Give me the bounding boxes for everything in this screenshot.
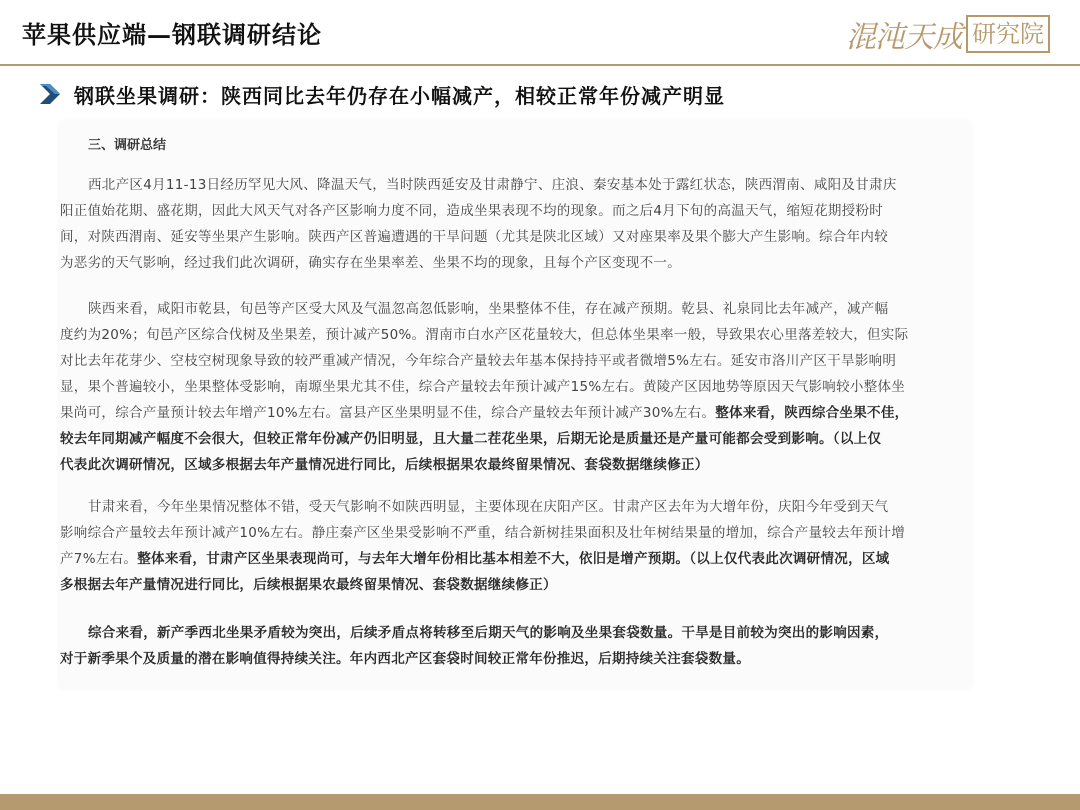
text-line: 为恶劣的天气影响，经过我们此次调研，确实存在坐果率差、坐果不均的现象，且每个产区变现不一。: [60, 255, 681, 271]
paragraph-3: [60, 494, 970, 598]
text-line: 影响综合产量较去年预计减产10%左右。静庄秦产区坐果受影响不严重，结合新树挂果面积及壮年树结果量的增加，综合产量较去年预计增: [60, 525, 906, 541]
text-line: 间，对陕西渭南、延安等坐果产生影响。陕西产区普遍遭遇的干旱问题（尤其是陕北区域）又对座果率及果个膨大产生影响。综合年内较: [60, 229, 888, 245]
doc-heading: 三、调研总结: [88, 138, 167, 153]
brand-logo: [846, 14, 1050, 54]
paragraph-4: [60, 620, 970, 672]
text-segment: 产7%左右。: [60, 551, 138, 567]
bold-line: 代表此次调研情况，区域多根据去年产量情况进行同比，后续根据果农最终留果情况、套袋数据继续修正）: [60, 457, 709, 473]
subtitle-row: [38, 80, 725, 108]
text-line: 对比去年花芽少、空枝空树现象导致的较严重减产情况，今年综合产量较去年基本保持持平或者微增5%左右。延安市洛川产区干旱影响明: [60, 353, 897, 369]
text-line: 显，果个普遍较小，坐果整体受影响，南塬坐果尤其不佳，综合产量较去年预计减产15%左右。黄陵产区因地势等原因天气影响较小整体坐: [60, 379, 906, 395]
text-line: [60, 546, 970, 572]
footer-bar: [0, 794, 1080, 810]
chevron-right-icon: [38, 82, 64, 106]
bold-line: 综合来看，新产季西北坐果矛盾较为突出，后续矛盾点将转移至后期天气的影响及坐果套袋数量。干旱是目前较为突出的影响因素，: [88, 625, 889, 641]
header-rule: [0, 64, 1080, 66]
bold-line: 多根据去年产量情况进行同比，后续根据果农最终留果情况、套袋数据继续修正）: [60, 577, 557, 593]
header: [0, 0, 1080, 64]
page-title: 苹果供应端—钢联调研结论: [22, 20, 322, 49]
text-line: 阳正值始花期、盛花期，因此大风天气对各产区影响力度不同，造成坐果表现不均的现象。而之后4月下旬的高温天气，缩短花期授粉时: [60, 203, 884, 219]
slide-subtitle: 钢联坐果调研：陕西同比去年仍存在小幅减产，相较正常年份减产明显: [74, 83, 725, 108]
bold-segment: 整体来看，陕西综合坐果不佳，: [715, 405, 909, 421]
text-line: 度约为20%；旬邑产区综合伐树及坐果差，预计减产50%。渭南市白水产区花量较大，但总体坐果率一般，导致果农心里落差较大，但实际: [60, 327, 909, 343]
paragraph-2: [60, 296, 970, 478]
paragraph-1: [60, 172, 970, 276]
bold-line: 较去年同期减产幅度不会很大，但较正常年份减产仍旧明显，且大量二茬花坐果，后期无论是质量还是产量可能都会受到影响。（以上仅: [60, 431, 882, 447]
text-line: 西北产区4月11-13日经历罕见大风、降温天气，当时陕西延安及甘肃静宁、庄浪、秦安基本处于露红状态，陕西渭南、咸阳及甘肃庆: [88, 177, 897, 193]
bold-line: 对于新季果个及质量的潜在影响值得持续关注。年内西北产区套袋时间较正常年份推迟，后期持续关注套袋数量。: [60, 651, 750, 667]
survey-document-image: [60, 122, 970, 688]
text-line: 甘肃来看，今年坐果情况整体不错，受天气影响不如陕西明显，主要体现在庆阳产区。甘肃产区去年为大增年份，庆阳今年受到天气: [88, 499, 889, 515]
logo-calligraphy: 混沌天成: [846, 20, 962, 55]
text-segment: 果尚可，综合产量预计较去年增产10%左右。富县产区坐果明显不佳，综合产量较去年预计减产30%左右。: [60, 405, 716, 421]
bold-segment: 整体来看，甘肃产区坐果表现尚可，与去年大增年份相比基本相差不大，依旧是增产预期。（以上仅代表此次调研情况，区域: [137, 551, 890, 567]
logo-box: 研究院: [966, 15, 1050, 53]
text-line: [60, 400, 970, 426]
text-line: 陕西来看，咸阳市乾县，旬邑等产区受大风及气温忽高忽低影响，坐果整体不佳，存在减产预期。乾县、礼泉同比去年减产，减产幅: [88, 301, 889, 317]
